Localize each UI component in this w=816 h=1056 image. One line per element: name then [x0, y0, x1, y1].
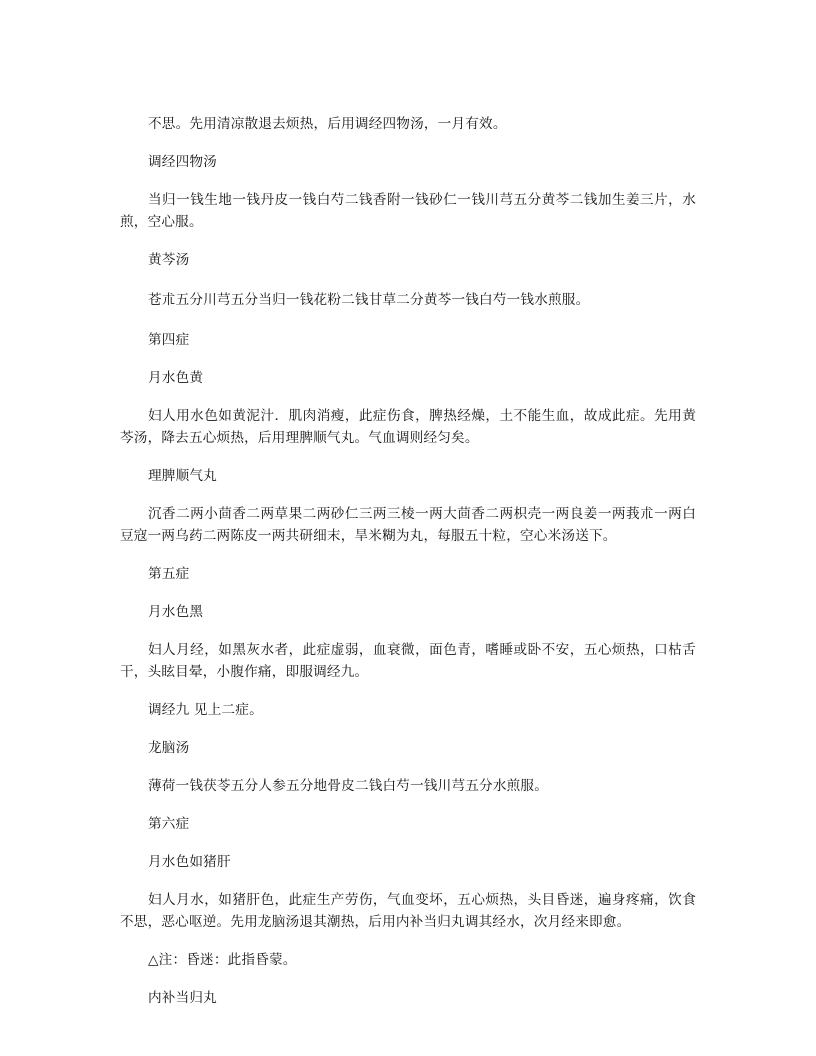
heading-tiaojing-siwu-tang: 调经四物汤	[148, 154, 217, 170]
heading-lipi-shunqi-wan: 理脾顺气丸	[148, 468, 217, 484]
section-heading-5: 第五症	[148, 566, 190, 582]
paragraph-continuation: 不思。先用清凉散退去烦热，后用调经四物汤，一月有效。	[148, 116, 507, 132]
annotation-note: △注：昏迷：此指昏蒙。	[148, 952, 297, 968]
recipe-tiaojing-siwu-tang: 当归一钱生地一钱丹皮一钱白芍二钱香附一钱砂仁一钱川芎五分黄芩二钱加生姜三片，水煎，空心服。	[120, 192, 696, 230]
symptom-heading-4: 月水色黄	[148, 370, 204, 386]
symptom-heading-6: 月水色如猪肝	[148, 854, 231, 870]
heading-neibu-danggui-wan: 内补当归丸	[148, 990, 217, 1006]
recipe-longnao-tang: 薄荷一钱茯苓五分人参五分地骨皮二钱白芍一钱川芎五分水煎服。	[148, 778, 549, 794]
symptom-text-5: 妇人月经，如黑灰水者，此症虚弱，血衰微，面色青，嗜睡或卧不安，五心烦热，口枯舌干，头眩目晕，小腹作痛，即服调经九。	[120, 642, 696, 680]
symptom-heading-5: 月水色黑	[148, 604, 204, 620]
symptom-text-6: 妇人月水，如猪肝色，此症生产劳伤，气血变坏，五心烦热，头目昏迷，遍身疼痛，饮食不思，恶心呕逆。先用龙脑汤退其潮热，后用内补当归丸调其经水，次月经来即愈。	[120, 892, 696, 930]
section-heading-4: 第四症	[148, 332, 190, 348]
note-tiaojing-jiu: 调经九 见上二症。	[148, 702, 263, 718]
heading-huangqin-tang: 黄芩汤	[148, 252, 190, 268]
symptom-text-4: 妇人用水色如黄泥汁．肌肉消瘦，此症伤食，脾热经燥，土不能生血，故成此症。先用黄芩汤，降去五心烦热，后用理脾顺气丸。气血调则经匀矣。	[120, 408, 696, 446]
section-heading-6: 第六症	[148, 816, 190, 832]
recipe-lipi-shunqi-wan: 沉香二两小茴香二两草果二两砂仁三两三棱一两大茴香二两枳壳一两良姜一两莪朮一两白豆寇一两乌药二两陈皮一两共研细末，旱米糊为丸，每服五十粒，空心米汤送下。	[120, 506, 696, 544]
heading-longnao-tang: 龙脑汤	[148, 740, 190, 756]
recipe-huangqin-tang: 苍朮五分川芎五分当归一钱花粉二钱甘草二分黄芩一钱白芍一钱水煎服。	[148, 292, 590, 308]
